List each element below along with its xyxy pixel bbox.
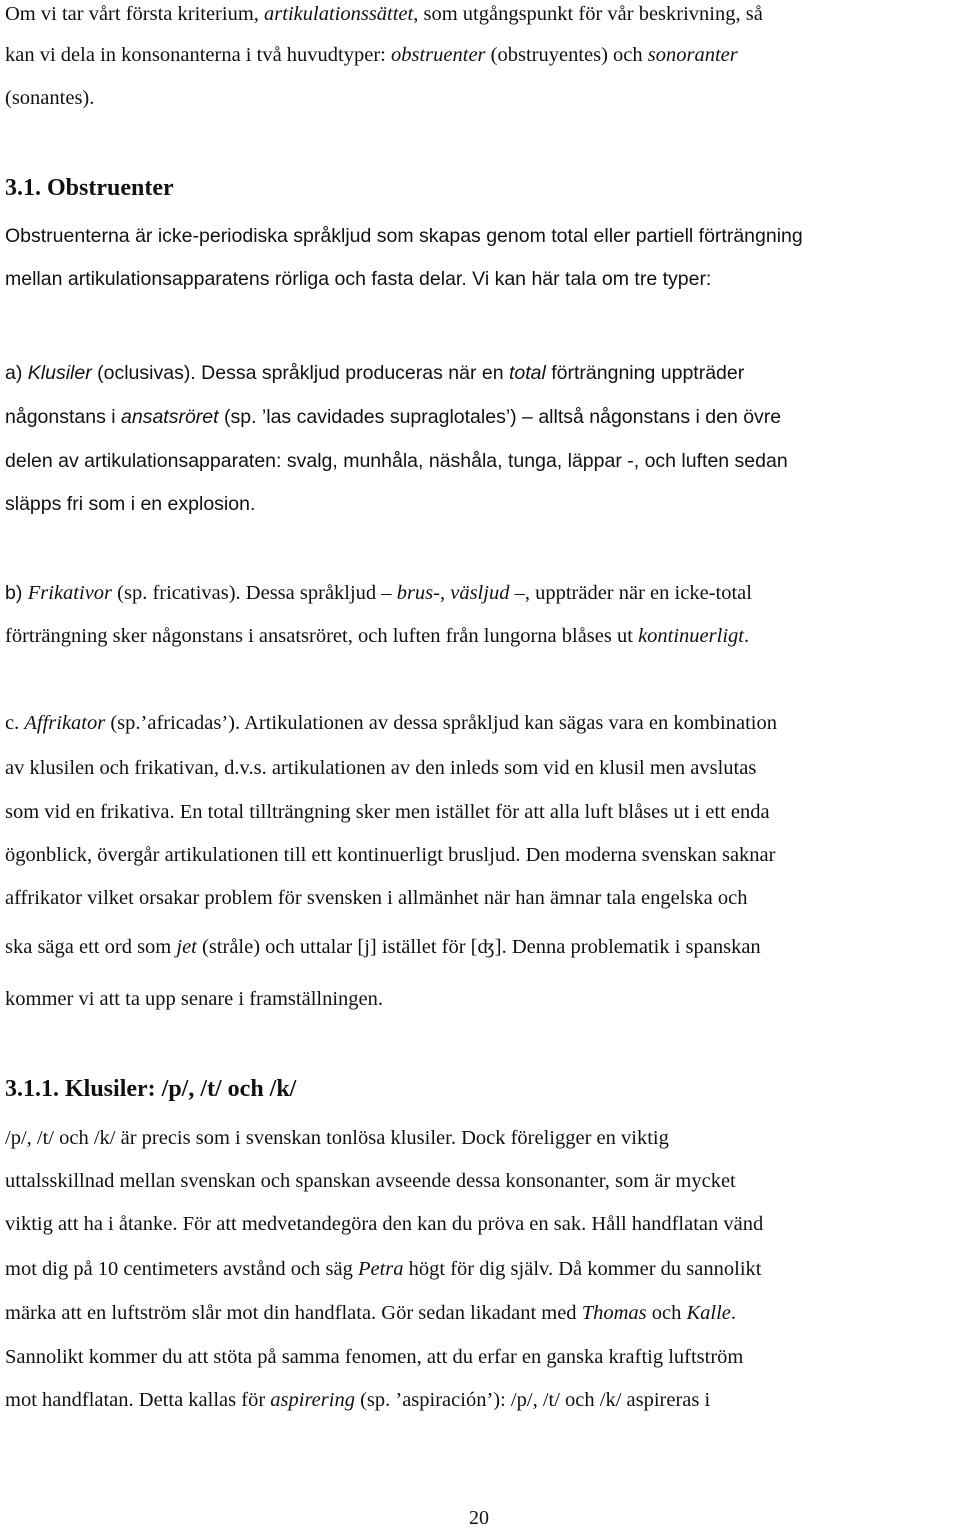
text-line: mot dig på 10 centimeters avstånd och säg Petra högt för dig själv. Då kommer du sannolikt [5,1258,762,1280]
text-line: av klusilen och frikativan, d.v.s. artikulationen av den inleds som vid en klusil men avslutas [5,757,757,779]
text-line: ögonblick, övergår artikulationen till ett kontinuerligt brusljud. Den moderna svenskan saknar [5,844,776,866]
text-line: någonstans i ansatsröret (sp. ’las cavidades supraglotales’) – alltså någonstans i den övre [5,406,782,428]
text-line: förträngning sker någonstans i ansatsröret, och luften från lungorna blåses ut kontinuerligt. [5,625,750,647]
text-line: mot handflatan. Detta kallas för aspirering (sp. ’aspiración’): /p/, /t/ och /k/ aspireras i [5,1389,711,1411]
text-line: ska säga ett ord som jet (stråle) och uttalar [j] istället för [ʤ]. Denna problematik i spanskan [5,936,761,958]
text-line: (sonantes). [5,87,95,109]
text-line: Sannolikt kommer du att stöta på samma fenomen, att du erfar en ganska kraftig luftström [5,1346,744,1368]
page-number: 20 [469,1507,489,1529]
text-line: uttalsskillnad mellan svenskan och spanskan avseende dessa konsonanter, som är mycket [5,1170,736,1192]
text-line: Om vi tar vårt första kriterium, artikulationssättet, som utgångspunkt för vår beskrivning, så [5,3,763,25]
text-line: som vid en frikativa. En total tillträngning sker men istället för att alla luft blåses ut i ett enda [5,801,770,823]
text-line: c. Affrikator (sp.’africadas’). Artikulationen av dessa språkljud kan sägas vara en kombination [5,712,777,734]
text-line: /p/, /t/ och /k/ är precis som i svenskan tonlösa klusiler. Dock föreligger en viktig [5,1127,669,1149]
text-line: b) Frikativor (sp. fricativas). Dessa språkljud – brus-, väsljud –, uppträder när en icke-total [5,582,752,604]
text-line: Obstruenterna är icke-periodiska språkljud som skapas genom total eller partiell förträngning [5,225,803,247]
text-line: affrikator vilket orsakar problem för svensken i allmänhet när han ämnar tala engelska och [5,887,748,909]
text-line: viktig att ha i åtanke. För att medvetandegöra den kan du pröva en sak. Håll handflatan vänd [5,1213,764,1235]
text-line: släpps fri som i en explosion. [5,493,256,515]
text-line: märka att en luftström slår mot din handflata. Gör sedan likadant med Thomas och Kalle. [5,1302,737,1324]
text-line: mellan artikulationsapparatens rörliga och fasta delar. Vi kan här tala om tre typer: [5,268,712,290]
text-line: kommer vi att ta upp senare i framställningen. [5,988,383,1010]
text-line: delen av artikulationsapparaten: svalg, munhåla, näshåla, tunga, läppar -, och luften sedan [5,450,788,472]
section-heading: 3.1. Obstruenter [5,175,174,201]
text-line: kan vi dela in konsonanterna i två huvudtyper: obstruenter (obstruyentes) och sonoranter [5,44,738,66]
section-heading: 3.1.1. Klusiler: /p/, /t/ och /k/ [5,1076,297,1102]
text-line: a) Klusiler (oclusivas). Dessa språkljud produceras när en total förträngning uppträder [5,362,745,384]
